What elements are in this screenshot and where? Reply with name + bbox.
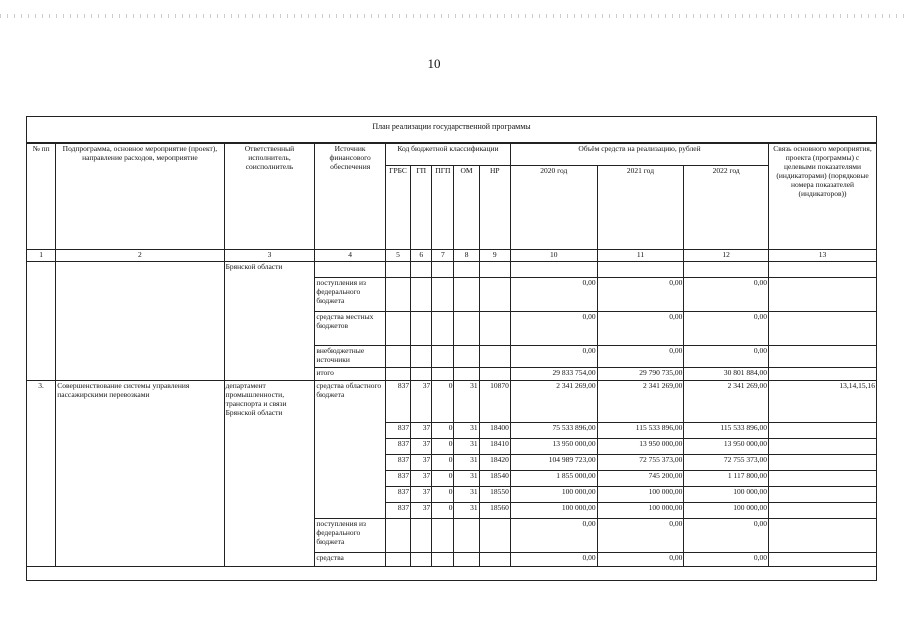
amount-2022: 100 000,00 [684, 487, 769, 503]
table-row [27, 262, 877, 278]
code-grbs: 837 [385, 423, 410, 439]
amount-2020: 100 000,00 [510, 503, 597, 519]
header-program: Подпрограмма, основное мероприятие (проект), направление расходов, мероприятие [56, 144, 224, 250]
amount-2020: 0,00 [510, 346, 597, 368]
table-row [27, 381, 877, 423]
code-om: 31 [454, 503, 479, 519]
amount-2021: 72 755 373,00 [597, 455, 684, 471]
source-cell: поступления из федерального бюджета [315, 519, 386, 553]
code-nr: 18540 [479, 471, 510, 487]
amount-2020: 0,00 [510, 519, 597, 553]
code-gp: 37 [411, 439, 432, 455]
code-nr: 18550 [479, 487, 510, 503]
amount-2022: 72 755 373,00 [684, 455, 769, 471]
code-nr: 18400 [479, 423, 510, 439]
executor-tail: Брянской области [224, 262, 315, 381]
amount-2020: 0,00 [510, 312, 597, 346]
header-source: Источник финансового обеспечения [315, 144, 386, 250]
amount-2022: 2 341 269,00 [684, 381, 769, 423]
program-name: Совершенствование системы управления пассажирскими перевозками [56, 381, 224, 567]
amount-2020: 0,00 [510, 553, 597, 567]
code-pgp: 0 [432, 503, 454, 519]
header-2020: 2020 год [510, 166, 597, 250]
code-pgp: 0 [432, 439, 454, 455]
amount-2021: 0,00 [597, 312, 684, 346]
code-gp: 37 [411, 503, 432, 519]
source-cell: средства областного бюджета [315, 381, 386, 519]
header-grbs: ГРБС [385, 166, 410, 250]
amount-2021: 745 200,00 [597, 471, 684, 487]
indicator-links: 13,14,15,16 [769, 381, 877, 423]
plan-table [26, 143, 877, 567]
source-cell: средства [315, 553, 386, 567]
cell-empty [56, 262, 224, 381]
source-cell: внебюджетные источники [315, 346, 386, 368]
header-gp: ГП [411, 166, 432, 250]
amount-2022: 100 000,00 [684, 503, 769, 519]
col-number: 6 [411, 250, 432, 262]
col-number: 2 [56, 250, 224, 262]
amount-2022: 0,00 [684, 346, 769, 368]
amount-2021: 100 000,00 [597, 487, 684, 503]
item-number: 3. [27, 381, 56, 567]
col-number: 5 [385, 250, 410, 262]
amount-2021: 115 533 896,00 [597, 423, 684, 439]
header-2021: 2021 год [597, 166, 684, 250]
code-grbs: 837 [385, 439, 410, 455]
total-2021: 29 790 735,00 [597, 368, 684, 381]
header-om: ОМ [454, 166, 479, 250]
amount-2022: 115 533 896,00 [684, 423, 769, 439]
header-link: Связь основного мероприятия, проекта (программы) с целевыми показателями (индикаторами) (порядковые номера показателей (индикаторов)) [769, 144, 877, 250]
header-funds: Объём средств на реализацию, рублей [510, 144, 768, 166]
amount-2020: 1 855 000,00 [510, 471, 597, 487]
total-2020: 29 833 754,00 [510, 368, 597, 381]
code-om: 31 [454, 423, 479, 439]
code-gp: 37 [411, 471, 432, 487]
scan-noise-line [0, 14, 905, 18]
amount-2020: 75 533 896,00 [510, 423, 597, 439]
amount-2021: 13 950 000,00 [597, 439, 684, 455]
executor-name: департамент промышленности, транспорта и связи Брянской области [224, 381, 315, 567]
amount-2022: 13 950 000,00 [684, 439, 769, 455]
col-number: 10 [510, 250, 597, 262]
col-number: 13 [769, 250, 877, 262]
header-budget-code: Код бюджетной классификации [385, 144, 510, 166]
amount-2021: 100 000,00 [597, 503, 684, 519]
code-om: 31 [454, 471, 479, 487]
table-title: План реализации государственной программы [27, 117, 876, 143]
code-pgp: 0 [432, 423, 454, 439]
source-cell: поступления из федерального бюджета [315, 278, 386, 312]
amount-2021: 0,00 [597, 278, 684, 312]
code-grbs: 837 [385, 503, 410, 519]
plan-table-frame [26, 116, 877, 581]
code-om: 31 [454, 487, 479, 503]
amount-2020: 104 989 723,00 [510, 455, 597, 471]
source-cell: итого [315, 368, 386, 381]
amount-2020: 13 950 000,00 [510, 439, 597, 455]
col-number: 1 [27, 250, 56, 262]
code-grbs: 837 [385, 381, 410, 423]
code-gp: 37 [411, 423, 432, 439]
code-om: 31 [454, 381, 479, 423]
col-number: 4 [315, 250, 386, 262]
code-pgp: 0 [432, 471, 454, 487]
source-cell: средства местных бюджетов [315, 312, 386, 346]
amount-2021: 2 341 269,00 [597, 381, 684, 423]
code-gp: 37 [411, 487, 432, 503]
amount-2022: 1 117 800,00 [684, 471, 769, 487]
code-om: 31 [454, 439, 479, 455]
col-number: 9 [479, 250, 510, 262]
code-nr: 18560 [479, 503, 510, 519]
total-2022: 30 801 884,00 [684, 368, 769, 381]
code-gp: 37 [411, 455, 432, 471]
header-nr: НР [479, 166, 510, 250]
code-nr: 18420 [479, 455, 510, 471]
amount-2021: 0,00 [597, 519, 684, 553]
amount-2022: 0,00 [684, 519, 769, 553]
code-gp: 37 [411, 381, 432, 423]
code-pgp: 0 [432, 487, 454, 503]
amount-2020: 0,00 [510, 278, 597, 312]
code-om: 31 [454, 455, 479, 471]
amount-2021: 0,00 [597, 553, 684, 567]
amount-2021: 0,00 [597, 346, 684, 368]
code-grbs: 837 [385, 455, 410, 471]
header-executor: Ответственный исполнитель, соисполнитель [224, 144, 315, 250]
code-pgp: 0 [432, 381, 454, 423]
header-2022: 2022 год [684, 166, 769, 250]
col-number: 12 [684, 250, 769, 262]
code-grbs: 837 [385, 487, 410, 503]
code-pgp: 0 [432, 455, 454, 471]
cell-empty [27, 262, 56, 381]
col-number: 11 [597, 250, 684, 262]
column-number-row [27, 250, 877, 262]
col-number: 3 [224, 250, 315, 262]
amount-2022: 0,00 [684, 312, 769, 346]
col-number: 8 [454, 250, 479, 262]
code-grbs: 837 [385, 471, 410, 487]
amount-2022: 0,00 [684, 553, 769, 567]
header-num: № пп [27, 144, 56, 250]
col-number: 7 [432, 250, 454, 262]
code-nr: 10870 [479, 381, 510, 423]
amount-2022: 0,00 [684, 278, 769, 312]
code-nr: 18410 [479, 439, 510, 455]
page-number: 10 [427, 56, 441, 71]
amount-2020: 100 000,00 [510, 487, 597, 503]
header-pgp: ПГП [432, 166, 454, 250]
amount-2020: 2 341 269,00 [510, 381, 597, 423]
